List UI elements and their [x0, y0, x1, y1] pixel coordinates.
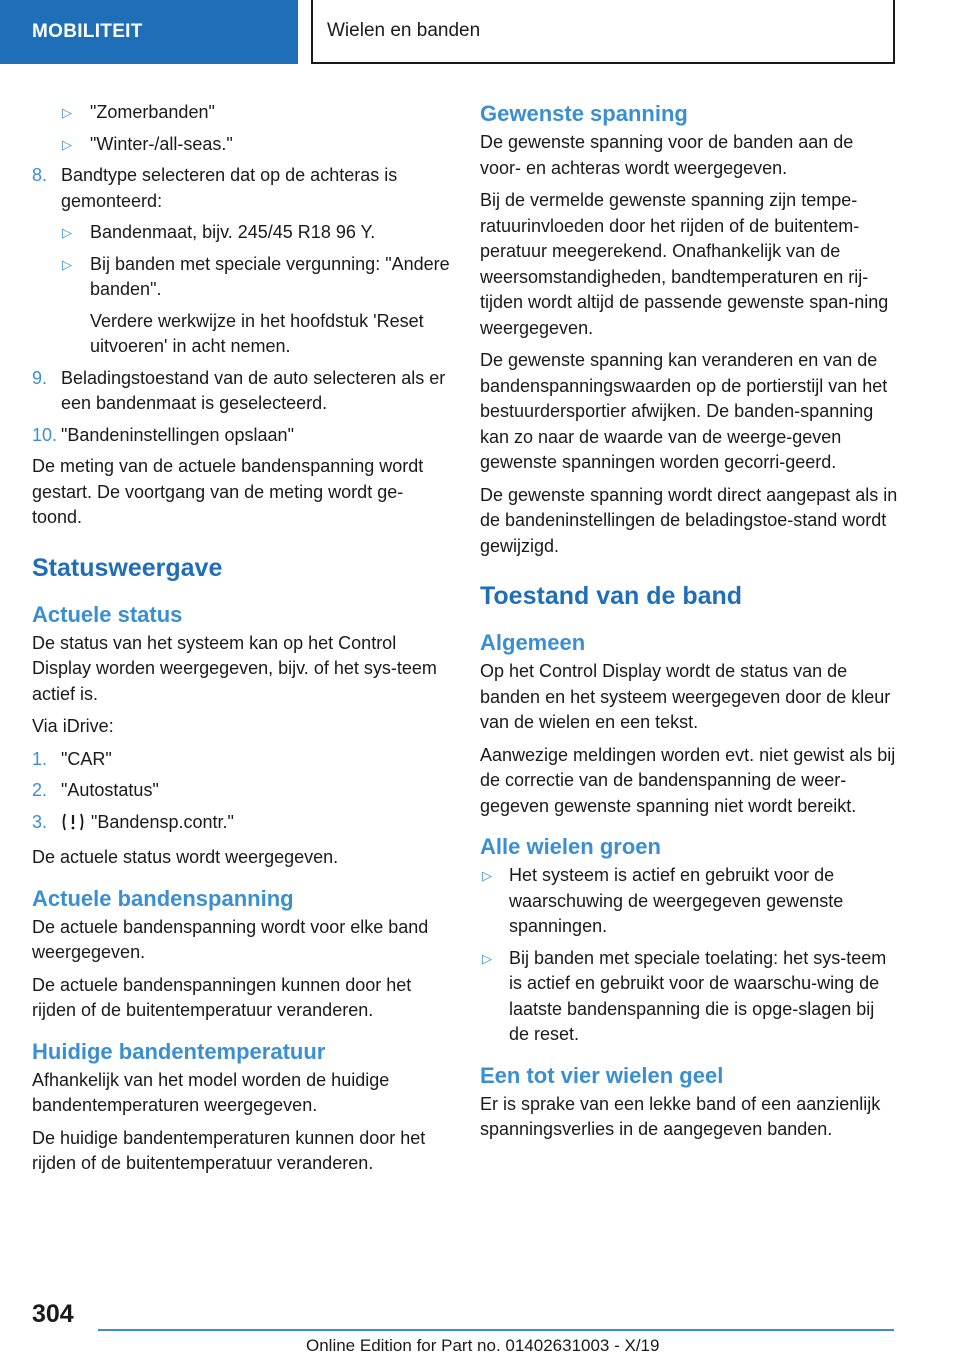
list-item: [32, 132, 450, 158]
step-8: [32, 163, 450, 214]
step-text: "Autostatus": [61, 780, 159, 800]
paragraph: De huidige bandentemperaturen kunnen door het rijden of de buitentemperatuur veranderen.: [32, 1127, 426, 1173]
paragraph: De actuele bandenspanningen kunnen door het rijden of de buitentemperatuur veranderen.: [32, 974, 412, 1020]
subsection-heading: Actuele bandenspanning: [32, 885, 294, 911]
step-text: "Bandensp.contr.": [91, 811, 234, 832]
list-item: [480, 863, 898, 940]
header-section-label: MOBILITEIT: [32, 21, 143, 42]
bullet-text: Bandenmaat, bijv. 245/45 R18 96 Y.: [90, 222, 376, 242]
step-number: 9.: [32, 367, 48, 388]
subsection-heading: Actuele status: [32, 601, 183, 627]
paragraph: Aanwezige meldingen worden evt. niet gewist als bij de correctie van de bandenspanning de weer-gegeven gewenste spanning niet wordt bereikt.: [480, 744, 896, 816]
step-text: "Bandeninstellingen opslaan": [61, 424, 294, 445]
step-1: [32, 747, 450, 773]
subsection-heading: Huidige bandentemperatuur: [32, 1038, 326, 1064]
bullet-text: "Zomerbanden": [90, 102, 215, 122]
step-note: Verdere werkwijze in het hoofdstuk 'Reset uitvoeren' in acht nemen.: [90, 310, 424, 356]
page-number: 304: [32, 1300, 74, 1328]
subsection-heading: Algemeen: [480, 630, 586, 655]
section-heading: Statusweergave: [32, 553, 223, 582]
step-10: [32, 423, 450, 449]
bullet-text: "Winter-/all-seas.": [90, 133, 233, 154]
left-column: [32, 100, 450, 1184]
step-9: [32, 366, 450, 417]
footer-divider: [98, 1329, 894, 1331]
header-title: [311, 0, 895, 64]
triangle-bullet-icon: ▷: [62, 225, 72, 240]
step-number: 2.: [32, 780, 48, 800]
tire-pressure-warning-icon: [61, 812, 85, 840]
bullet-text: Bij banden met speciale toelating: het sys-teem is actief en gebruikt voor de waarschu-wing de laatste bandenspanning die is opge-slagen bij de reset.: [509, 947, 887, 1044]
step-text: "CAR": [61, 748, 112, 769]
bullet-text: Het systeem is actief en gebruikt voor de waarschuwing de weergegeven gewenste spanningen.: [509, 865, 844, 936]
list-item: [32, 100, 450, 126]
list-item: [32, 252, 450, 303]
section-heading: Toestand van de band: [480, 582, 743, 610]
paragraph: De actuele bandenspanning wordt voor elke band weergegeven.: [32, 916, 429, 962]
step-number: 3.: [32, 811, 48, 832]
bullet-text: Bij banden met speciale vergunning: "Andere banden".: [90, 253, 450, 299]
step-number: 10.: [32, 424, 58, 445]
paragraph: Bij de vermelde gewenste spanning zijn tempe-ratuurinvloeden door het rijden of de buitentem-peratuur meegerekend. Onafhankelijk van de weersomstandigheden, bandtemperaturen en rij-tijden wordt altijd de passende gewenste span-ning weergegeven.: [480, 190, 889, 338]
triangle-bullet-icon: ▷: [482, 868, 492, 883]
triangle-bullet-icon: ▷: [482, 950, 492, 966]
paragraph: Er is sprake van een lekke band of een aanzienlijk spanningsverlies in de aangegeven banden.: [480, 1093, 881, 1139]
paragraph: De gewenste spanning voor de banden aan de voor- en achteras wordt weergegeven.: [480, 132, 854, 178]
footer-edition: Online Edition for Part no. 01402631003 - X/19: [306, 1336, 660, 1355]
header-title-label: Wielen en banden: [327, 20, 481, 41]
subsection-heading: Alle wielen groen: [480, 834, 661, 859]
paragraph: De gewenste spanning wordt direct aangepast als in de bandeninstellingen de beladingstoe-stand wordt gewijzigd.: [480, 484, 898, 556]
right-column: [480, 100, 898, 1150]
measure-text: De meting van de actuele bandenspanning wordt gestart. De voortgang van de meting wordt ge-toond.: [32, 456, 424, 527]
paragraph: Op het Control Display wordt de status van de banden en het systeem weergegeven door de kleur van de wielen en een tekst.: [480, 661, 891, 732]
triangle-bullet-icon: ▷: [62, 105, 72, 120]
step-2: [32, 778, 450, 804]
step-3: [32, 810, 450, 840]
subsection-heading: Een tot vier wielen geel: [480, 1062, 724, 1088]
step-text: Beladingstoestand van de auto selecteren als er een bandenmaat is geselecteerd.: [61, 367, 446, 413]
paragraph: Afhankelijk van het model worden de huidige bandentemperaturen weergegeven.: [32, 1069, 390, 1115]
header-section: [0, 0, 298, 64]
step-text: Bandtype selecteren dat op de achteras is gemonteerd:: [61, 165, 398, 211]
paragraph: Via iDrive:: [32, 716, 114, 736]
step-number: 1.: [32, 748, 48, 769]
step-number: 8.: [32, 165, 48, 185]
triangle-bullet-icon: ▷: [62, 256, 72, 272]
paragraph: De gewenste spanning kan veranderen en van de bandenspanningswaarden op de portierstijl van het bestuurdersportier afwijken. De banden-spanning kan zo naar de waarde van de weerge-geven gewenste spanningen worden gecorri-geerd.: [480, 350, 888, 472]
subsection-heading: Gewenste spanning: [480, 101, 688, 126]
list-item: [32, 220, 450, 246]
triangle-bullet-icon: ▷: [62, 136, 72, 152]
paragraph: De actuele status wordt weergegeven.: [32, 847, 339, 867]
list-item: [480, 946, 898, 1048]
paragraph: De status van het systeem kan op het Control Display worden weergegeven, bijv. of het sys-teem actief is.: [32, 632, 437, 704]
